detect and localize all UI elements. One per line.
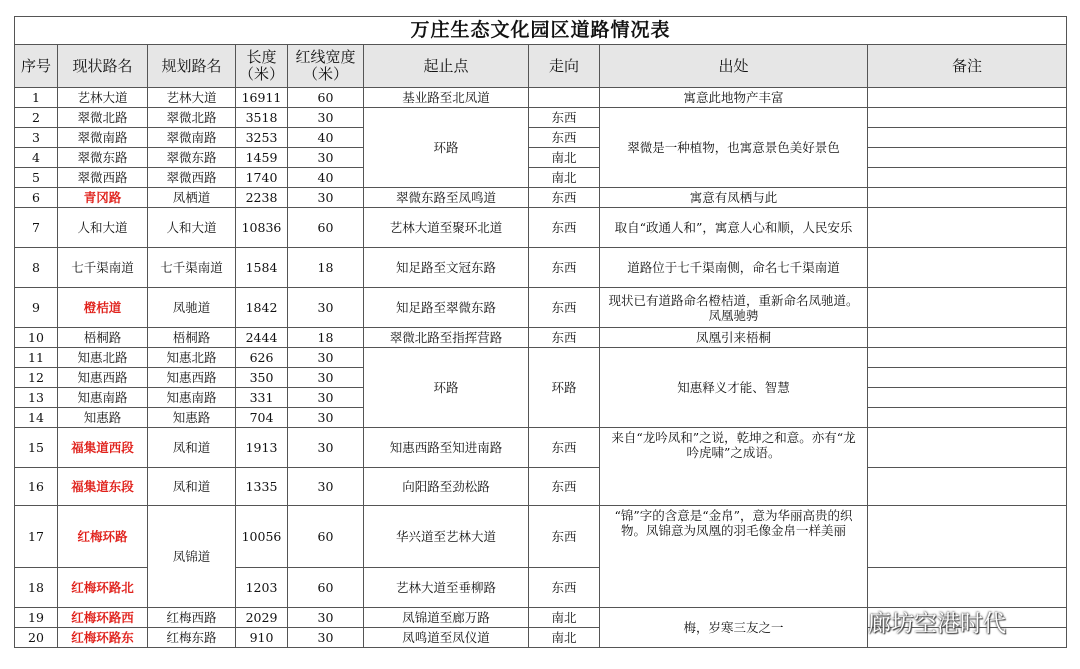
- cell-seq: 1: [15, 88, 58, 108]
- cell-current-name: 红梅环路西: [58, 608, 148, 628]
- cell-planned-name: 知惠南路: [148, 388, 236, 408]
- header-length: [236, 45, 288, 88]
- cell-planned-name: 翠微北路: [148, 108, 236, 128]
- cell-length: 1740: [236, 168, 288, 188]
- table-row: [15, 608, 1067, 628]
- cell-remark: [868, 408, 1067, 428]
- cell-direction: 东西: [529, 328, 600, 348]
- cell-length: 2029: [236, 608, 288, 628]
- cell-planned-name: 凤锦道: [148, 506, 236, 608]
- header-width: [288, 45, 364, 88]
- cell-current-name: 青冈路: [58, 188, 148, 208]
- cell-origin: 来自“龙吟凤和”之说，乾坤之和意。亦有“龙吟虎啸”之成语。: [600, 428, 868, 506]
- header-seq: 序号: [15, 45, 58, 88]
- cell-length: 626: [236, 348, 288, 368]
- cell-length: 10836: [236, 208, 288, 248]
- cell-direction: 南北: [529, 628, 600, 648]
- cell-from-to: 环路: [364, 348, 529, 428]
- cell-seq: 10: [15, 328, 58, 348]
- cell-planned-name: 翠微南路: [148, 128, 236, 148]
- cell-direction: 南北: [529, 608, 600, 628]
- cell-current-name: 知惠路: [58, 408, 148, 428]
- cell-length: 1913: [236, 428, 288, 468]
- cell-width: 40: [288, 128, 364, 148]
- cell-direction: 东西: [529, 428, 600, 468]
- cell-width: 18: [288, 248, 364, 288]
- cell-length: 704: [236, 408, 288, 428]
- header-width-line1: 红线宽度: [295, 48, 356, 66]
- cell-from-to: 知惠西路至知进南路: [364, 428, 529, 468]
- cell-width: 30: [288, 348, 364, 368]
- cell-direction: 东西: [529, 128, 600, 148]
- cell-remark: [868, 568, 1067, 608]
- cell-remark: [868, 108, 1067, 128]
- cell-width: 40: [288, 168, 364, 188]
- cell-current-name: 七千渠南道: [58, 248, 148, 288]
- cell-origin: 现状已有道路命名橙桔道，重新命名凤驰道。凤凰驰骋: [600, 288, 868, 328]
- header-current-name: 现状路名: [58, 45, 148, 88]
- table-row: [15, 628, 1067, 648]
- cell-remark: [868, 128, 1067, 148]
- cell-width: 60: [288, 208, 364, 248]
- header-direction: 走向: [529, 45, 600, 88]
- header-length-line2: （米）: [238, 65, 284, 83]
- cell-from-to: 知足路至翠微东路: [364, 288, 529, 328]
- cell-direction: 东西: [529, 188, 600, 208]
- cell-width: 60: [288, 568, 364, 608]
- cell-current-name: 梧桐路: [58, 328, 148, 348]
- cell-seq: 16: [15, 468, 58, 506]
- road-table: [14, 16, 1067, 648]
- cell-width: 30: [288, 468, 364, 506]
- cell-origin: 知惠释义才能、智慧: [600, 348, 868, 428]
- cell-length: 910: [236, 628, 288, 648]
- cell-width: 30: [288, 428, 364, 468]
- cell-seq: 11: [15, 348, 58, 368]
- cell-current-name: 知惠北路: [58, 348, 148, 368]
- cell-seq: 17: [15, 506, 58, 568]
- header-row: [15, 45, 1067, 88]
- cell-from-to: 艺林大道至垂柳路: [364, 568, 529, 608]
- cell-remark: [868, 468, 1067, 506]
- cell-width: 18: [288, 328, 364, 348]
- cell-planned-name: 红梅东路: [148, 628, 236, 648]
- cell-seq: 18: [15, 568, 58, 608]
- cell-length: 1842: [236, 288, 288, 328]
- header-from-to: 起止点: [364, 45, 529, 88]
- cell-current-name: 翠微东路: [58, 148, 148, 168]
- table-row: [15, 128, 1067, 148]
- cell-remark: [868, 188, 1067, 208]
- cell-remark: [868, 506, 1067, 568]
- cell-current-name: 福集道西段: [58, 428, 148, 468]
- table-row: [15, 88, 1067, 108]
- cell-from-to: 向阳路至劲松路: [364, 468, 529, 506]
- cell-remark: [868, 148, 1067, 168]
- cell-origin: 凤凰引来梧桐: [600, 328, 868, 348]
- cell-width: 60: [288, 506, 364, 568]
- cell-remark: [868, 368, 1067, 388]
- cell-length: 1335: [236, 468, 288, 506]
- table-title: 万庄生态文化园区道路情况表: [15, 17, 1067, 45]
- cell-remark: [868, 428, 1067, 468]
- cell-planned-name: 艺林大道: [148, 88, 236, 108]
- cell-direction: 东西: [529, 248, 600, 288]
- cell-direction: 南北: [529, 148, 600, 168]
- cell-remark: [868, 348, 1067, 368]
- cell-remark: [868, 628, 1067, 648]
- header-remark: 备注: [868, 45, 1067, 88]
- table-row: [15, 328, 1067, 348]
- cell-seq: 19: [15, 608, 58, 628]
- cell-length: 16911: [236, 88, 288, 108]
- cell-remark: [868, 168, 1067, 188]
- cell-remark: [868, 248, 1067, 288]
- cell-length: 1459: [236, 148, 288, 168]
- cell-length: 350: [236, 368, 288, 388]
- cell-current-name: 翠微西路: [58, 168, 148, 188]
- cell-from-to: 环路: [364, 108, 529, 188]
- cell-seq: 3: [15, 128, 58, 148]
- cell-planned-name: 知惠北路: [148, 348, 236, 368]
- header-origin: 出处: [600, 45, 868, 88]
- cell-width: 30: [288, 368, 364, 388]
- cell-from-to: 华兴道至艺林大道: [364, 506, 529, 568]
- cell-width: 30: [288, 408, 364, 428]
- table-row: [15, 468, 1067, 506]
- cell-length: 2444: [236, 328, 288, 348]
- cell-from-to: 凤鸣道至凤仪道: [364, 628, 529, 648]
- cell-direction: 东西: [529, 288, 600, 328]
- cell-direction: 东西: [529, 568, 600, 608]
- table-row: [15, 248, 1067, 288]
- cell-length: 2238: [236, 188, 288, 208]
- table-row: [15, 288, 1067, 328]
- cell-planned-name: 知惠路: [148, 408, 236, 428]
- cell-origin: 翠微是一种植物，也寓意景色美好景色: [600, 108, 868, 188]
- cell-remark: [868, 288, 1067, 328]
- cell-planned-name: 红梅西路: [148, 608, 236, 628]
- cell-length: 10056: [236, 506, 288, 568]
- cell-remark: [868, 328, 1067, 348]
- cell-seq: 13: [15, 388, 58, 408]
- cell-seq: 6: [15, 188, 58, 208]
- cell-origin: 道路位于七千渠南侧，命名七千渠南道: [600, 248, 868, 288]
- cell-width: 30: [288, 148, 364, 168]
- cell-planned-name: 翠微西路: [148, 168, 236, 188]
- cell-direction: 东西: [529, 506, 600, 568]
- cell-direction: [529, 88, 600, 108]
- cell-current-name: 知惠南路: [58, 388, 148, 408]
- cell-from-to: 基业路至北凤道: [364, 88, 529, 108]
- cell-direction: 东西: [529, 468, 600, 506]
- cell-direction: 东西: [529, 108, 600, 128]
- cell-width: 60: [288, 88, 364, 108]
- cell-current-name: 红梅环路北: [58, 568, 148, 608]
- table-row: [15, 208, 1067, 248]
- cell-planned-name: 七千渠南道: [148, 248, 236, 288]
- cell-width: 30: [288, 628, 364, 648]
- cell-seq: 5: [15, 168, 58, 188]
- cell-remark: [868, 388, 1067, 408]
- cell-origin: 寓意此地物产丰富: [600, 88, 868, 108]
- table-row: [15, 108, 1067, 128]
- cell-seq: 9: [15, 288, 58, 328]
- cell-planned-name: 凤和道: [148, 428, 236, 468]
- cell-direction: 东西: [529, 208, 600, 248]
- cell-origin: 梅，岁寒三友之一: [600, 608, 868, 648]
- cell-planned-name: 梧桐路: [148, 328, 236, 348]
- cell-seq: 12: [15, 368, 58, 388]
- cell-current-name: 艺林大道: [58, 88, 148, 108]
- cell-remark: [868, 608, 1067, 628]
- cell-current-name: 橙桔道: [58, 288, 148, 328]
- cell-current-name: 福集道东段: [58, 468, 148, 506]
- cell-width: 30: [288, 608, 364, 628]
- cell-length: 3518: [236, 108, 288, 128]
- cell-planned-name: 人和大道: [148, 208, 236, 248]
- watermark-text: 廊坊空港时代: [868, 610, 1006, 637]
- cell-length: 331: [236, 388, 288, 408]
- header-width-line2: （米）: [302, 65, 348, 83]
- cell-from-to: 翠微北路至指挥营路: [364, 328, 529, 348]
- cell-from-to: 凤锦道至廊万路: [364, 608, 529, 628]
- cell-remark: [868, 208, 1067, 248]
- cell-direction: 环路: [529, 348, 600, 428]
- table-row: [15, 428, 1067, 468]
- cell-from-to: 艺林大道至聚环北道: [364, 208, 529, 248]
- cell-planned-name: 凤和道: [148, 468, 236, 506]
- table-row: [15, 188, 1067, 208]
- cell-seq: 7: [15, 208, 58, 248]
- cell-seq: 20: [15, 628, 58, 648]
- cell-length: 1584: [236, 248, 288, 288]
- cell-width: 30: [288, 108, 364, 128]
- cell-current-name: 知惠西路: [58, 368, 148, 388]
- cell-width: 30: [288, 388, 364, 408]
- cell-width: 30: [288, 288, 364, 328]
- table-row: [15, 148, 1067, 168]
- cell-origin: “锦”字的含意是“金帛”，意为华丽高贵的织物。凤锦意为凤凰的羽毛像金帛一样美丽: [600, 506, 868, 608]
- cell-length: 1203: [236, 568, 288, 608]
- cell-seq: 2: [15, 108, 58, 128]
- cell-planned-name: 凤驰道: [148, 288, 236, 328]
- cell-current-name: 红梅环路: [58, 506, 148, 568]
- cell-width: 30: [288, 188, 364, 208]
- table-row: [15, 506, 1067, 568]
- cell-current-name: 人和大道: [58, 208, 148, 248]
- cell-origin: 寓意有凤栖与此: [600, 188, 868, 208]
- cell-from-to: 知足路至文冠东路: [364, 248, 529, 288]
- header-planned-name: 规划路名: [148, 45, 236, 88]
- cell-direction: 南北: [529, 168, 600, 188]
- cell-current-name: 翠微南路: [58, 128, 148, 148]
- table-row: [15, 348, 1067, 368]
- cell-seq: 8: [15, 248, 58, 288]
- cell-seq: 14: [15, 408, 58, 428]
- cell-planned-name: 凤栖道: [148, 188, 236, 208]
- cell-seq: 4: [15, 148, 58, 168]
- cell-seq: 15: [15, 428, 58, 468]
- cell-planned-name: 知惠西路: [148, 368, 236, 388]
- cell-remark: [868, 88, 1067, 108]
- cell-from-to: 翠微东路至凤鸣道: [364, 188, 529, 208]
- cell-current-name: 翠微北路: [58, 108, 148, 128]
- cell-current-name: 红梅环路东: [58, 628, 148, 648]
- table-row: [15, 168, 1067, 188]
- cell-length: 3253: [236, 128, 288, 148]
- road-info-sheet: [14, 16, 1066, 648]
- cell-planned-name: 翠微东路: [148, 148, 236, 168]
- cell-origin: 取自“政通人和”，寓意人心和顺，人民安乐: [600, 208, 868, 248]
- header-length-line1: 长度: [246, 48, 277, 66]
